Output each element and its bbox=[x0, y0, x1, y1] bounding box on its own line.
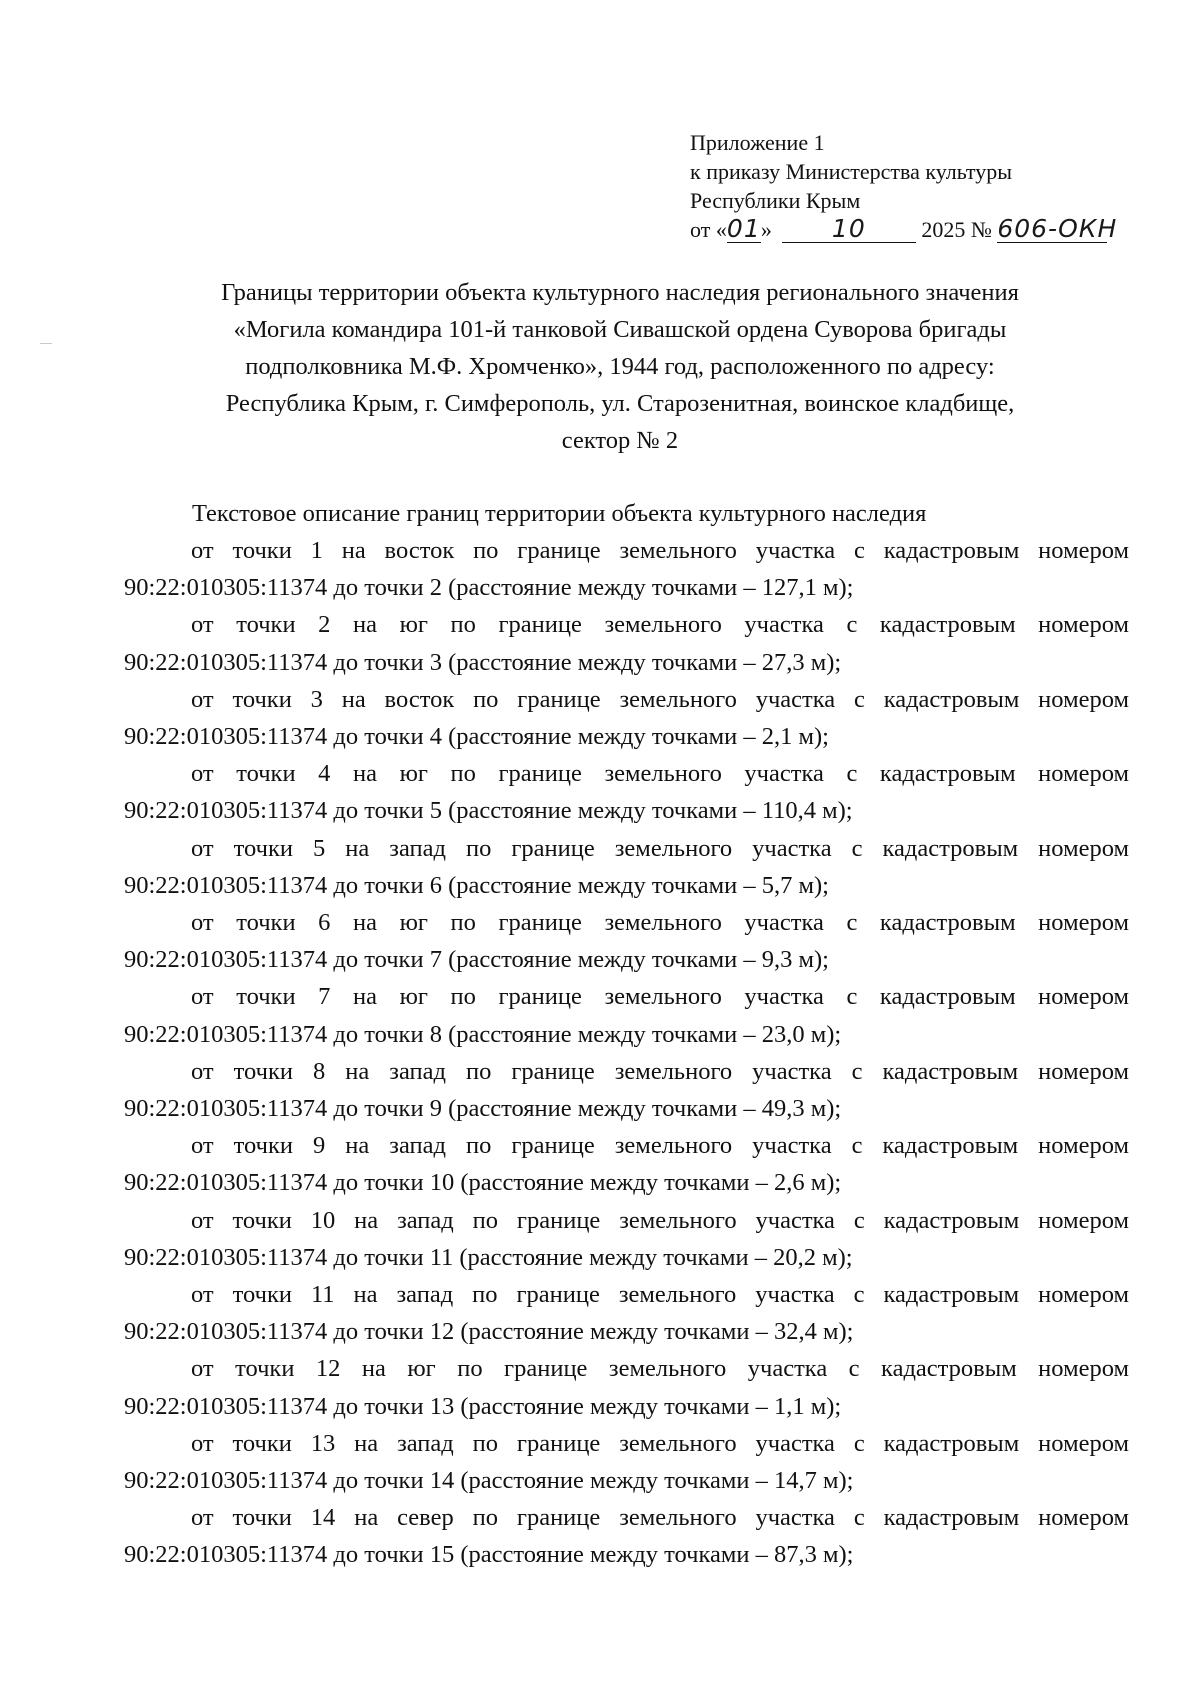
appendix-title: Приложение 1 bbox=[690, 130, 825, 155]
paragraph-second-line: 90:22:010305:11374 до точки 15 (расстояние между точками – 87,3 м); bbox=[124, 1541, 854, 1569]
paragraph-second-line: 90:22:010305:11374 до точки 2 (расстояние между точками – 127,1 м); bbox=[124, 574, 854, 602]
paragraph-first-line: от точки 7 на юг по границе земельного участка с кадастровым номером bbox=[191, 983, 1129, 1011]
date-day: 01 bbox=[726, 214, 761, 243]
paragraph-second-line: 90:22:010305:11374 до точки 10 (расстояние между точками – 2,6 м); bbox=[124, 1169, 842, 1197]
document-title bbox=[140, 274, 1100, 459]
paragraph-first-line: от точки 12 на юг по границе земельного участка с кадастровым номером bbox=[191, 1355, 1129, 1383]
paragraph-first-line: от точки 13 на запад по границе земельного участка с кадастровым номером bbox=[191, 1429, 1129, 1457]
paragraph-first-line: от точки 10 на запад по границе земельного участка с кадастровым номером bbox=[191, 1206, 1129, 1234]
appendix-order-ref: к приказу Министерства культуры bbox=[690, 159, 1013, 184]
paragraph-first-line: от точки 8 на запад по границе земельного участка с кадастровым номером bbox=[191, 1057, 1129, 1085]
date-month: 10 bbox=[831, 214, 866, 243]
boundary-paragraph bbox=[124, 1425, 1129, 1499]
title-line: «Могила командира 101-й танковой Сивашской ордена Суворова бригады bbox=[233, 316, 1007, 343]
boundary-paragraph bbox=[124, 1350, 1129, 1424]
date-prefix: от « bbox=[690, 217, 727, 242]
section-heading: Текстовое описание границ территории объекта культурного наследия bbox=[192, 500, 927, 527]
boundary-paragraph bbox=[124, 1053, 1129, 1127]
paragraph-first-line: от точки 6 на юг по границе земельного участка с кадастровым номером bbox=[191, 909, 1129, 937]
boundary-paragraph bbox=[124, 1127, 1129, 1201]
scan-margin-mark bbox=[40, 343, 52, 344]
paragraph-second-line: 90:22:010305:11374 до точки 6 (расстояние между точками – 5,7 м); bbox=[124, 871, 829, 899]
paragraph-first-line: от точки 5 на запад по границе земельного участка с кадастровым номером bbox=[191, 834, 1129, 862]
paragraph-first-line: от точки 1 на восток по границе земельного участка с кадастровым номером bbox=[191, 537, 1129, 564]
date-month-field bbox=[782, 214, 916, 243]
paragraph-second-line: 90:22:010305:11374 до точки 8 (расстояние между точками – 23,0 м); bbox=[124, 1020, 842, 1048]
title-line: Республика Крым, г. Симферополь, ул. Старозенитная, воинское кладбище, bbox=[225, 390, 1015, 417]
appendix-ministry: Республики Крым bbox=[690, 188, 861, 213]
paragraph-second-line: 90:22:010305:11374 до точки 14 (расстояние между точками – 14,7 м); bbox=[124, 1467, 854, 1495]
date-day-field bbox=[726, 214, 761, 243]
boundary-paragraph bbox=[124, 1499, 1129, 1573]
boundary-paragraph bbox=[124, 606, 1129, 680]
paragraph-second-line: 90:22:010305:11374 до точки 3 (расстояние между точками – 27,3 м); bbox=[124, 648, 842, 676]
boundary-paragraph bbox=[124, 755, 1129, 829]
title-line: сектор № 2 bbox=[561, 427, 679, 454]
paragraph-second-line: 90:22:010305:11374 до точки 5 (расстояние между точками – 110,4 м); bbox=[124, 797, 853, 825]
paragraph-first-line: от точки 9 на запад по границе земельного участка с кадастровым номером bbox=[191, 1132, 1129, 1160]
boundary-paragraph bbox=[124, 904, 1129, 978]
boundary-paragraph bbox=[124, 1202, 1129, 1276]
paragraph-second-line: 90:22:010305:11374 до точки 9 (расстояние между точками – 49,3 м); bbox=[124, 1095, 842, 1123]
paragraph-second-line: 90:22:010305:11374 до точки 7 (расстояние между точками – 9,3 м); bbox=[124, 946, 829, 974]
paragraph-second-line: 90:22:010305:11374 до точки 12 (расстояние между точками – 32,4 м); bbox=[124, 1318, 854, 1346]
paragraph-second-line: 90:22:010305:11374 до точки 4 (расстояние между точками – 2,1 м); bbox=[124, 723, 829, 751]
order-number-field bbox=[997, 214, 1118, 243]
paragraph-first-line: от точки 2 на юг по границе земельного участка с кадастровым номером bbox=[191, 611, 1129, 639]
boundary-paragraph bbox=[124, 1276, 1129, 1350]
boundary-paragraph bbox=[124, 681, 1129, 755]
boundary-paragraph bbox=[124, 978, 1129, 1052]
date-year: 2025 № bbox=[921, 217, 992, 242]
paragraph-second-line: 90:22:010305:11374 до точки 11 (расстояние между точками – 20,2 м); bbox=[124, 1243, 853, 1271]
date-mid: » bbox=[760, 217, 772, 242]
paragraph-first-line: от точки 14 на север по границе земельного участка с кадастровым номером bbox=[191, 1504, 1129, 1532]
paragraph-first-line: от точки 3 на восток по границе земельного участка с кадастровым номером bbox=[191, 685, 1129, 713]
boundary-paragraph bbox=[124, 532, 1129, 606]
paragraph-second-line: 90:22:010305:11374 до точки 13 (расстояние между точками – 1,1 м); bbox=[124, 1392, 842, 1420]
boundary-paragraph bbox=[124, 830, 1129, 904]
boundary-description bbox=[124, 532, 1129, 1574]
order-number: 606-ОКН bbox=[997, 214, 1118, 243]
title-line: подполковника М.Ф. Хромченко», 1944 год, расположенного по адресу: bbox=[245, 353, 995, 380]
title-line: Границы территории объекта культурного наследия регионального значения bbox=[221, 279, 1019, 306]
appendix-block bbox=[690, 128, 1118, 244]
paragraph-first-line: от точки 4 на юг по границе земельного участка с кадастровым номером bbox=[191, 760, 1129, 788]
paragraph-first-line: от точки 11 на запад по границе земельного участка с кадастровым номером bbox=[191, 1281, 1129, 1309]
appendix-date-line bbox=[690, 214, 1118, 244]
